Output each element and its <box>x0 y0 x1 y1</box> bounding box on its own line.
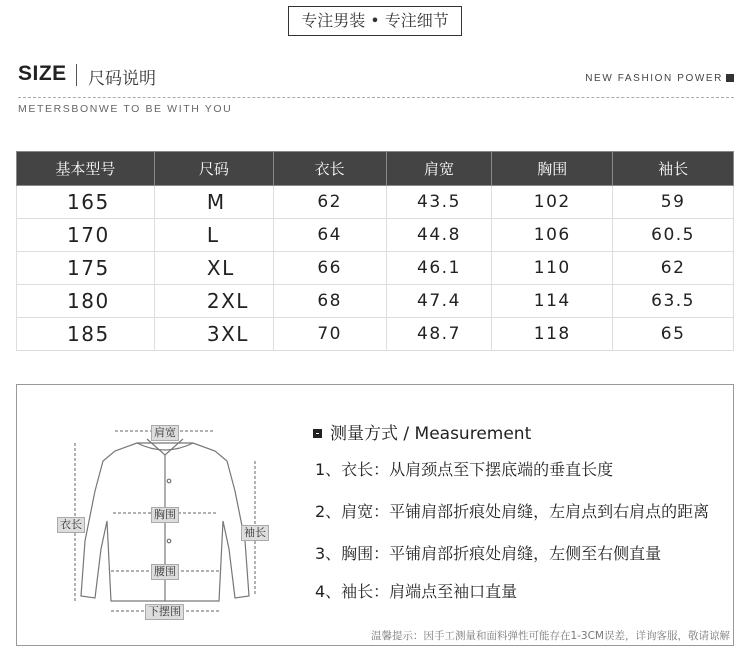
size-table <box>16 151 734 351</box>
title-divider <box>76 64 77 86</box>
cell-sleeve: 59 <box>613 186 734 219</box>
cell-sleeve: 63.5 <box>613 285 734 318</box>
col-header: 衣长 <box>273 152 386 186</box>
cell-chest: 106 <box>492 219 613 252</box>
cell-length: 70 <box>273 318 386 351</box>
cell-shoulder: 44.8 <box>386 219 492 252</box>
cell-chest: 110 <box>492 252 613 285</box>
cell-sleeve: 65 <box>613 318 734 351</box>
measurement-panel <box>16 384 734 646</box>
col-header: 尺码 <box>154 152 273 186</box>
dashed-divider <box>18 97 734 98</box>
length-label: 衣长 <box>57 517 85 533</box>
shoulder-label: 肩宽 <box>151 425 179 441</box>
cell-chest: 114 <box>492 285 613 318</box>
cell-model: 175 <box>17 252 155 285</box>
table-header-row <box>17 152 734 186</box>
table-row <box>17 219 734 252</box>
shirt-diagram <box>55 421 275 621</box>
col-header: 胸围 <box>492 152 613 186</box>
cell-size: M <box>154 186 273 219</box>
cell-model: 185 <box>17 318 155 351</box>
cell-shoulder: 47.4 <box>386 285 492 318</box>
cell-sleeve: 62 <box>613 252 734 285</box>
chest-label: 胸围 <box>151 507 179 523</box>
cell-length: 68 <box>273 285 386 318</box>
cell-shoulder: 48.7 <box>386 318 492 351</box>
sleeve-label: 袖长 <box>241 525 269 541</box>
measurement-title: 测量方式 / Measurement <box>330 424 532 444</box>
cell-length: 64 <box>273 219 386 252</box>
cell-chest: 118 <box>492 318 613 351</box>
cell-size: L <box>154 219 273 252</box>
cell-sleeve: 60.5 <box>613 219 734 252</box>
cell-size: 2XL <box>154 285 273 318</box>
table-row <box>17 318 734 351</box>
table-row <box>17 285 734 318</box>
size-subtitle: 尺码说明 <box>88 69 156 89</box>
cell-shoulder: 46.1 <box>386 252 492 285</box>
hem-label: 下摆围 <box>145 604 184 620</box>
top-banner: 专注男装 • 专注细节 <box>288 6 462 36</box>
cell-shoulder: 43.5 <box>386 186 492 219</box>
measurement-item: 4、袖长：肩端点至袖口直量 <box>315 582 518 601</box>
measurement-heading <box>313 419 531 444</box>
col-header: 肩宽 <box>386 152 492 186</box>
square-icon <box>726 74 734 82</box>
measurement-item: 1、衣长：从肩颈点至下摆底端的垂直长度 <box>315 460 614 479</box>
cell-chest: 102 <box>492 186 613 219</box>
cell-model: 165 <box>17 186 155 219</box>
cell-model: 180 <box>17 285 155 318</box>
table-row <box>17 252 734 285</box>
measurement-item: 2、肩宽：平铺肩部折痕处肩缝，左肩点到右肩点的距离 <box>315 502 710 521</box>
measurement-item: 3、胸围：平铺肩部折痕处肩缝，左侧至右侧直量 <box>315 544 662 563</box>
disclaimer-note: 温馨提示：因手工测量和面料弹性可能存在1-3CM误差，详询客服，敬请谅解 <box>370 630 730 642</box>
cell-size: XL <box>154 252 273 285</box>
size-title: SIZE <box>18 62 67 85</box>
cell-length: 62 <box>273 186 386 219</box>
table-row <box>17 186 734 219</box>
cell-length: 66 <box>273 252 386 285</box>
brand-tagline: METERSBONWE TO BE WITH YOU <box>18 103 233 115</box>
col-header: 袖长 <box>613 152 734 186</box>
waist-label: 腰围 <box>151 564 179 580</box>
fashion-power-text <box>585 73 734 84</box>
cell-size: 3XL <box>154 318 273 351</box>
cell-model: 170 <box>17 219 155 252</box>
plus-square-icon <box>313 429 322 438</box>
fashion-power-label: NEW FASHION POWER <box>585 73 723 84</box>
col-header: 基本型号 <box>17 152 155 186</box>
